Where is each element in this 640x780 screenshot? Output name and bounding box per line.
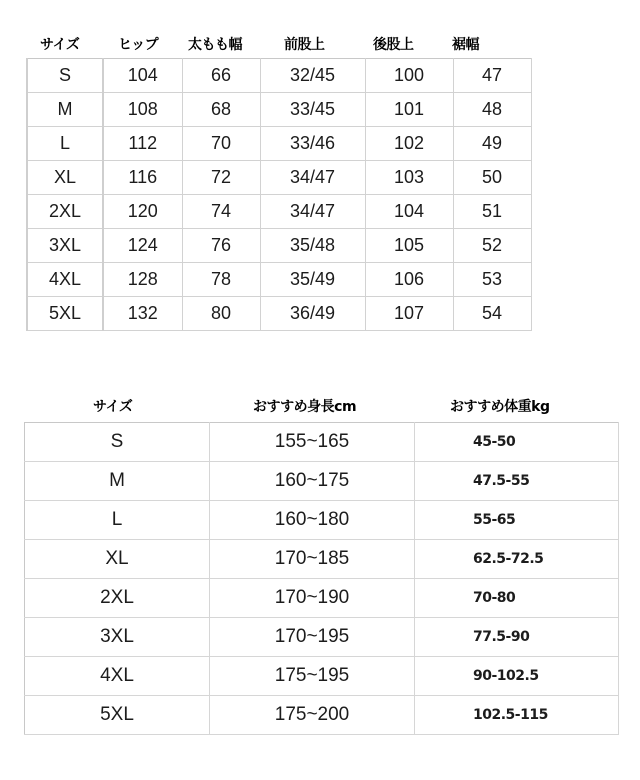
thigh-width-cell: 72 [182, 161, 260, 195]
thigh-width-cell: 74 [182, 195, 260, 229]
recommended-height-cell: 175~195 [210, 657, 415, 696]
size-cell: 4XL [27, 263, 103, 297]
recommended-height-cell: 170~190 [210, 579, 415, 618]
size-cell: M [27, 93, 103, 127]
hem-width-cell: 50 [453, 161, 531, 195]
front-rise-cell: 36/49 [260, 297, 365, 331]
recommended-weight-cell: 45-50 [415, 423, 619, 462]
table-row [27, 127, 531, 161]
back-rise-cell: 107 [365, 297, 453, 331]
table-row [27, 93, 531, 127]
thigh-width-cell: 66 [182, 59, 260, 93]
size-cell: 5XL [27, 297, 103, 331]
table-row [27, 229, 531, 263]
front-rise-cell: 35/49 [260, 263, 365, 297]
recommended-height-cell: 155~165 [210, 423, 415, 462]
table-row [27, 59, 531, 93]
back-rise-cell: 105 [365, 229, 453, 263]
hip-cell: 128 [103, 263, 182, 297]
recommended-weight-cell: 47.5-55 [415, 462, 619, 501]
header-thigh-width: 太もも幅 [188, 37, 242, 53]
hip-cell: 104 [103, 59, 182, 93]
front-rise-cell: 34/47 [260, 195, 365, 229]
hem-width-cell: 51 [453, 195, 531, 229]
hem-width-cell: 53 [453, 263, 531, 297]
hem-width-cell: 49 [453, 127, 531, 161]
hip-cell: 112 [103, 127, 182, 161]
front-rise-cell: 34/47 [260, 161, 365, 195]
size-table-header [0, 34, 640, 58]
hip-cell: 116 [103, 161, 182, 195]
size-cell: S [25, 423, 210, 462]
front-rise-cell: 33/46 [260, 127, 365, 161]
back-rise-cell: 103 [365, 161, 453, 195]
recommended-weight-cell: 77.5-90 [415, 618, 619, 657]
size-cell: M [25, 462, 210, 501]
hip-cell: 132 [103, 297, 182, 331]
size-cell: 4XL [25, 657, 210, 696]
size-measurement-table [26, 58, 532, 331]
size-cell: 5XL [25, 696, 210, 735]
hem-width-cell: 52 [453, 229, 531, 263]
recommended-weight-cell: 55-65 [415, 501, 619, 540]
thigh-width-cell: 78 [182, 263, 260, 297]
recommendation-table [24, 422, 619, 735]
header-size: サイズ [40, 37, 80, 53]
recommended-weight-cell: 102.5-115 [415, 696, 619, 735]
recommend-table-body [25, 423, 619, 735]
table-row [25, 657, 619, 696]
header-rec-weight: おすすめ体重kg [450, 399, 550, 415]
table-row [27, 263, 531, 297]
header-back-rise: 後股上 [373, 37, 414, 53]
size-cell: L [27, 127, 103, 161]
table-row [25, 540, 619, 579]
size-cell: S [27, 59, 103, 93]
header-hip: ヒップ [118, 37, 159, 53]
recommended-height-cell: 160~180 [210, 501, 415, 540]
front-rise-cell: 33/45 [260, 93, 365, 127]
size-cell: L [25, 501, 210, 540]
back-rise-cell: 106 [365, 263, 453, 297]
thigh-width-cell: 76 [182, 229, 260, 263]
back-rise-cell: 104 [365, 195, 453, 229]
front-rise-cell: 32/45 [260, 59, 365, 93]
size-cell: XL [27, 161, 103, 195]
thigh-width-cell: 68 [182, 93, 260, 127]
recommended-weight-cell: 70-80 [415, 579, 619, 618]
hem-width-cell: 48 [453, 93, 531, 127]
recommended-height-cell: 170~185 [210, 540, 415, 579]
hip-cell: 108 [103, 93, 182, 127]
hem-width-cell: 47 [453, 59, 531, 93]
table-row [25, 579, 619, 618]
recommended-height-cell: 175~200 [210, 696, 415, 735]
header-rec-height: おすすめ身長cm [253, 399, 357, 415]
recommend-table-header [0, 396, 640, 420]
back-rise-cell: 101 [365, 93, 453, 127]
size-cell: XL [25, 540, 210, 579]
table-row [25, 423, 619, 462]
table-row [27, 161, 531, 195]
size-cell: 3XL [27, 229, 103, 263]
recommended-weight-cell: 62.5-72.5 [415, 540, 619, 579]
table-row [25, 696, 619, 735]
table-row [27, 195, 531, 229]
size-cell: 3XL [25, 618, 210, 657]
hip-cell: 124 [103, 229, 182, 263]
header-size-2: サイズ [93, 399, 133, 415]
recommended-height-cell: 160~175 [210, 462, 415, 501]
recommended-height-cell: 170~195 [210, 618, 415, 657]
table-row [25, 501, 619, 540]
size-cell: 2XL [25, 579, 210, 618]
size-table-body [27, 59, 531, 331]
front-rise-cell: 35/48 [260, 229, 365, 263]
back-rise-cell: 100 [365, 59, 453, 93]
header-front-rise: 前股上 [284, 37, 325, 53]
back-rise-cell: 102 [365, 127, 453, 161]
table-row [27, 297, 531, 331]
hem-width-cell: 54 [453, 297, 531, 331]
recommended-weight-cell: 90-102.5 [415, 657, 619, 696]
thigh-width-cell: 70 [182, 127, 260, 161]
size-cell: 2XL [27, 195, 103, 229]
thigh-width-cell: 80 [182, 297, 260, 331]
table-row [25, 462, 619, 501]
table-row [25, 618, 619, 657]
header-hem-width: 裾幅 [452, 37, 479, 53]
hip-cell: 120 [103, 195, 182, 229]
